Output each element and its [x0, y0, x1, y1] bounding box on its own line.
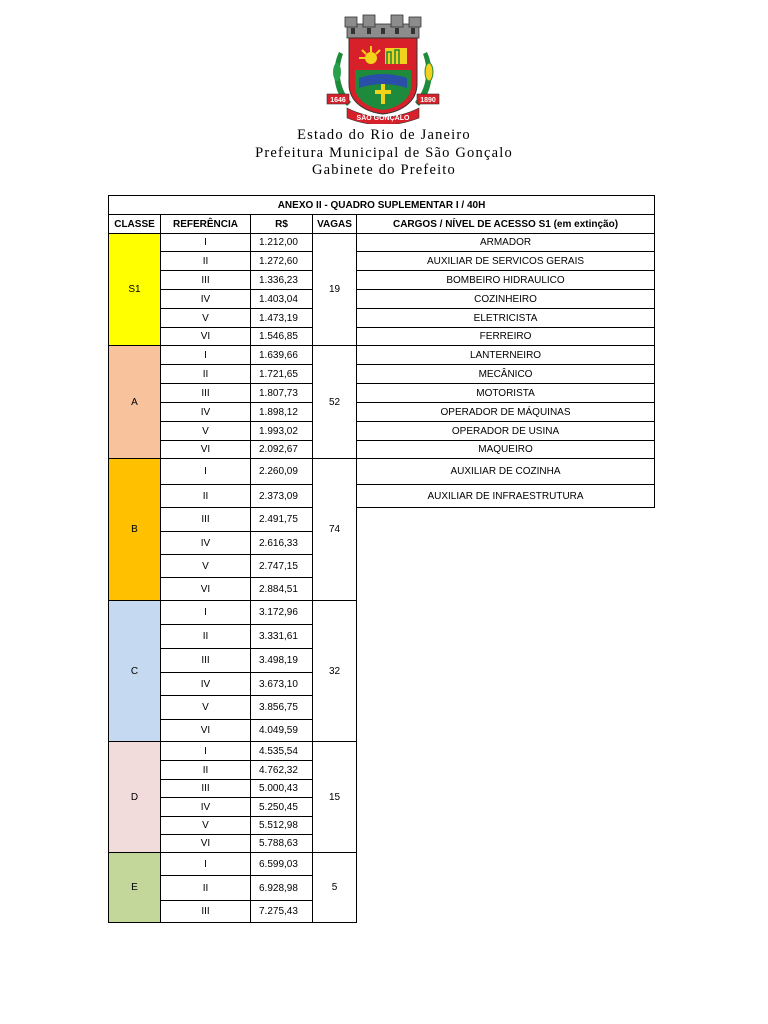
vagas-cell: 74	[313, 459, 357, 601]
table-row	[109, 625, 655, 649]
reference-cell: III	[161, 901, 251, 923]
table-row	[109, 673, 655, 696]
empty-cell	[357, 798, 655, 817]
table-row	[109, 601, 655, 625]
table-row	[109, 252, 655, 271]
reference-cell: II	[161, 761, 251, 780]
empty-cell	[357, 817, 655, 835]
salary-cell: 2.884,51	[251, 578, 313, 601]
salary-cell: 7.275,43	[251, 901, 313, 923]
table-row	[109, 649, 655, 673]
reference-cell: I	[161, 234, 251, 252]
empty-cell	[357, 625, 655, 649]
empty-cell	[357, 532, 655, 555]
cargo-cell: AUXILIAR DE INFRAESTRUTURA	[357, 485, 655, 508]
salary-cell: 3.673,10	[251, 673, 313, 696]
salary-cell: 2.373,09	[251, 485, 313, 508]
table-row	[109, 578, 655, 601]
salary-cell: 2.491,75	[251, 508, 313, 532]
salary-cell: 2.260,09	[251, 459, 313, 485]
cargo-cell: ELETRICISTA	[357, 309, 655, 328]
empty-cell	[357, 555, 655, 578]
salary-table	[108, 195, 655, 923]
vagas-cell: 19	[313, 234, 357, 346]
table-row	[109, 780, 655, 798]
cargo-cell: MECÂNICO	[357, 365, 655, 384]
col-header-valor: R$	[251, 215, 313, 234]
table-row	[109, 441, 655, 459]
table-row	[109, 853, 655, 876]
table-row	[109, 290, 655, 309]
reference-cell: VI	[161, 835, 251, 853]
salary-cell: 2.092,67	[251, 441, 313, 459]
reference-cell: III	[161, 384, 251, 403]
salary-cell: 3.331,61	[251, 625, 313, 649]
empty-cell	[357, 720, 655, 742]
table-row	[109, 761, 655, 780]
table-row	[109, 384, 655, 403]
reference-cell: VI	[161, 578, 251, 601]
salary-cell: 1.473,19	[251, 309, 313, 328]
col-header-vagas: VAGAS	[313, 215, 357, 234]
reference-cell: III	[161, 271, 251, 290]
salary-cell: 2.616,33	[251, 532, 313, 555]
reference-cell: V	[161, 817, 251, 835]
cargo-cell: COZINHEIRO	[357, 290, 655, 309]
empty-cell	[357, 508, 655, 532]
empty-cell	[357, 835, 655, 853]
cargo-cell: AUXILIAR DE COZINHA	[357, 459, 655, 485]
reference-cell: IV	[161, 403, 251, 422]
crest-year-left: 1646	[330, 97, 346, 104]
reference-cell: IV	[161, 290, 251, 309]
empty-cell	[357, 673, 655, 696]
salary-cell: 5.788,63	[251, 835, 313, 853]
reference-cell: II	[161, 252, 251, 271]
reference-cell: I	[161, 853, 251, 876]
reference-cell: III	[161, 780, 251, 798]
reference-cell: VI	[161, 720, 251, 742]
reference-cell: I	[161, 742, 251, 761]
table-row	[109, 817, 655, 835]
header-office: Gabinete do Prefeito	[312, 162, 456, 178]
reference-cell: II	[161, 365, 251, 384]
reference-cell: I	[161, 346, 251, 365]
table-row	[109, 346, 655, 365]
vagas-cell: 52	[313, 346, 357, 459]
cargo-cell: OPERADOR DE USINA	[357, 422, 655, 441]
table-row	[109, 459, 655, 485]
col-header-cargos: CARGOS / NÍVEL DE ACESSO S1 (em extinção)	[357, 215, 655, 234]
header-prefecture: Prefeitura Municipal de São Gonçalo	[255, 145, 513, 161]
reference-cell: IV	[161, 532, 251, 555]
empty-cell	[357, 780, 655, 798]
salary-cell: 1.272,60	[251, 252, 313, 271]
reference-cell: II	[161, 625, 251, 649]
header-state: Estado do Rio de Janeiro	[297, 127, 471, 143]
crest-year-right: 1890	[420, 97, 436, 104]
salary-cell: 1.721,65	[251, 365, 313, 384]
salary-cell: 5.250,45	[251, 798, 313, 817]
reference-cell: II	[161, 876, 251, 901]
col-header-classe: CLASSE	[109, 215, 161, 234]
reference-cell: I	[161, 601, 251, 625]
reference-cell: V	[161, 422, 251, 441]
table-row	[109, 309, 655, 328]
reference-cell: V	[161, 309, 251, 328]
reference-cell: IV	[161, 798, 251, 817]
reference-cell: III	[161, 649, 251, 673]
table-row	[109, 835, 655, 853]
salary-cell: 3.172,96	[251, 601, 313, 625]
salary-cell: 5.512,98	[251, 817, 313, 835]
class-cell-s1: S1	[109, 234, 161, 346]
salary-cell: 4.049,59	[251, 720, 313, 742]
empty-cell	[357, 649, 655, 673]
empty-cell	[357, 578, 655, 601]
cargo-cell: OPERADOR DE MÁQUINAS	[357, 403, 655, 422]
col-header-referencia: REFERÊNCIA	[161, 215, 251, 234]
cargo-cell: AUXILIAR DE SERVICOS GERAIS	[357, 252, 655, 271]
cargo-cell: ARMADOR	[357, 234, 655, 252]
cargo-cell: LANTERNEIRO	[357, 346, 655, 365]
table-row	[109, 328, 655, 346]
reference-cell: V	[161, 555, 251, 578]
salary-cell: 1.807,73	[251, 384, 313, 403]
class-cell-e: E	[109, 853, 161, 923]
salary-grid	[108, 195, 655, 923]
class-cell-a: A	[109, 346, 161, 459]
vagas-cell: 15	[313, 742, 357, 853]
reference-cell: I	[161, 459, 251, 485]
salary-cell: 4.762,32	[251, 761, 313, 780]
table-row	[109, 798, 655, 817]
empty-cell	[357, 601, 655, 625]
salary-cell: 1.639,66	[251, 346, 313, 365]
table-row	[109, 422, 655, 441]
salary-cell: 6.928,98	[251, 876, 313, 901]
empty-cell	[357, 761, 655, 780]
empty-cell	[357, 696, 655, 720]
table-row	[109, 365, 655, 384]
salary-cell: 4.535,54	[251, 742, 313, 761]
sao-goncalo-coat-of-arms	[325, 14, 441, 124]
empty-cell	[357, 742, 655, 761]
cargo-cell: FERREIRO	[357, 328, 655, 346]
salary-cell: 1.993,02	[251, 422, 313, 441]
reference-cell: VI	[161, 441, 251, 459]
cargo-cell: MOTORISTA	[357, 384, 655, 403]
salary-cell: 5.000,43	[251, 780, 313, 798]
table-row	[109, 508, 655, 532]
table-row	[109, 901, 655, 923]
reference-cell: V	[161, 696, 251, 720]
salary-cell: 3.856,75	[251, 696, 313, 720]
table-row	[109, 271, 655, 290]
empty-cell	[357, 901, 655, 923]
cargo-cell: BOMBEIRO HIDRAULICO	[357, 271, 655, 290]
salary-cell: 1.212,00	[251, 234, 313, 252]
salary-cell: 1.546,85	[251, 328, 313, 346]
salary-cell: 2.747,15	[251, 555, 313, 578]
table-row	[109, 234, 655, 252]
reference-cell: II	[161, 485, 251, 508]
table-title: ANEXO II - QUADRO SUPLEMENTAR I / 40H	[109, 196, 655, 215]
empty-cell	[357, 876, 655, 901]
table-row	[109, 555, 655, 578]
salary-cell: 1.898,12	[251, 403, 313, 422]
salary-cell: 1.403,04	[251, 290, 313, 309]
salary-cell: 3.498,19	[251, 649, 313, 673]
reference-cell: IV	[161, 673, 251, 696]
crest-ribbon-text: SÃO GONÇALO	[356, 115, 410, 122]
table-row	[109, 403, 655, 422]
class-cell-c: C	[109, 601, 161, 742]
vagas-cell: 32	[313, 601, 357, 742]
reference-cell: VI	[161, 328, 251, 346]
vagas-cell: 5	[313, 853, 357, 923]
salary-cell: 1.336,23	[251, 271, 313, 290]
class-cell-d: D	[109, 742, 161, 853]
table-row	[109, 742, 655, 761]
table-row	[109, 876, 655, 901]
table-row	[109, 720, 655, 742]
cargo-cell: MAQUEIRO	[357, 441, 655, 459]
table-row	[109, 696, 655, 720]
class-cell-b: B	[109, 459, 161, 601]
reference-cell: III	[161, 508, 251, 532]
table-row	[109, 532, 655, 555]
salary-cell: 6.599,03	[251, 853, 313, 876]
empty-cell	[357, 853, 655, 876]
table-row	[109, 485, 655, 508]
